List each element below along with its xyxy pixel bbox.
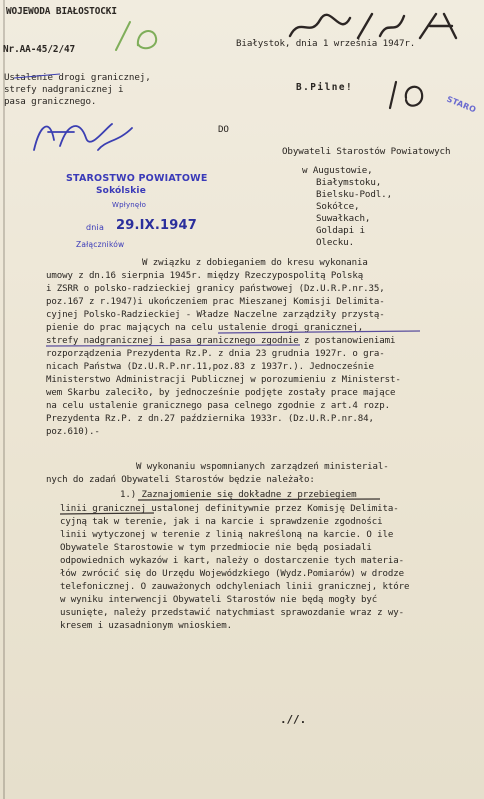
body-line: rozporządzenia Prezydenta Rz.P. z dnia 23 grudnia 1927r. o gra-: [46, 349, 385, 359]
body-line: pienie do prac mających na celu ustalenie drogi granicznej,: [46, 323, 364, 333]
body-line: i ZSRR o polsko-radzieckiej granicy państwowej (Dz.U.R.P.nr.35,: [46, 284, 385, 294]
body-line: w wyniku interwencji Obywateli Starostów nie będą mogły być: [60, 595, 378, 605]
to-label: DO: [218, 124, 229, 135]
body-line: 1.) Zaznajomienie się dokładne z przebiegiem: [120, 490, 357, 500]
place-bialystok: Białymstoku,: [316, 177, 382, 188]
subject-line-3: pasa granicznego.: [4, 96, 97, 107]
body-line: linii wytyczonej w terenie z linią nakreśloną na karcie. O ile: [60, 530, 394, 540]
stamp-received: Wpłynęło: [112, 201, 147, 209]
place-augustow: w Augustowie,: [302, 165, 373, 176]
body-line: poz.610).-: [46, 427, 100, 437]
body-line: Prezydenta Rz.P. z dn.27 października 1933r. (Dz.U.R.P.nr.84,: [46, 414, 374, 424]
body-line: linii granicznej ustalonej definitywnie przez Komisję Delimita-: [60, 504, 399, 514]
body-line: kresem i uzasadnionym wnioskiem.: [60, 621, 232, 631]
subject-line-2: strefy nadgranicznej i: [4, 84, 124, 95]
body-line: strefy nadgranicznej i pasa granicznego zgodnie z postanowieniami: [46, 336, 396, 346]
body-line: odpowiednich wykazów i kart, należy o dostarczenie tych materia-: [60, 556, 404, 566]
body-line: W związku z dobieganiem do kresu wykonania: [142, 258, 368, 268]
reference-number: Nr.AA-45/2/47: [3, 44, 76, 55]
place-olecko: Olecku.: [316, 237, 355, 248]
addressee-heading: Obywateli Starostów Powiatowych: [282, 146, 451, 157]
body-line: nych do zadań Obywateli Starostów będzie należało:: [46, 475, 315, 485]
body-line: telefonicznej. O zauważonych odchyleniach linii granicznej, które: [60, 582, 410, 592]
stamp-district: Sokólskie: [96, 186, 147, 196]
body-line: łów zwrócić się do Urzędu Wojewódzkiego (Wydz.Pomiarów) w drodze: [60, 569, 404, 579]
body-line: Ministerstwo Administracji Publicznej w porozumieniu z Ministerst-: [46, 375, 401, 385]
body-line: Obywatele Starostowie w tym przedmiocie nie będą posiadali: [60, 543, 372, 553]
stamp-title: STAROSTWO POWIATOWE: [66, 173, 208, 184]
stamp-attachments: Załączników: [76, 240, 125, 249]
side-stamp-fragment: STARO: [445, 94, 478, 115]
body-line: poz.167 z r.1947)i ukończeniem prac Mieszanej Komisji Delimita-: [46, 297, 385, 307]
office-heading: WOJEWODA BIAŁOSTOCKI: [6, 6, 117, 17]
body-line: na celu ustalenie granicznego pasa celnego zgodnie z art.4 rozp.: [46, 401, 390, 411]
stamp-date: 29.IX.1947: [116, 218, 198, 233]
body-line: W wykonaniu wspomnianych zarządzeń ministerial-: [136, 462, 389, 472]
body-line: nicach Państwa (Dz.U.R.P.nr.11,poz.83 z 1937r.). Jednocześnie: [46, 362, 374, 372]
body-line: usunięte, należy przedstawić natychmiast sprawozdanie wraz z wy-: [60, 608, 404, 618]
place-date: Białystok, dnia 1 września 1947r.: [236, 38, 416, 49]
body-line: umowy z dn.16 sierpnia 1945r. między Rzeczypospolitą Polską: [46, 271, 364, 281]
body-line: cyjną tak w terenie, jak i na karcie i sprawdzenie zgodności: [60, 517, 383, 527]
stamp-date-label: dnia: [86, 223, 105, 232]
place-suwalki: Suwałkach,: [316, 213, 371, 224]
place-bielsk: Bielsku-Podl.,: [316, 189, 393, 200]
subject-line-1: Ustalenie drogi granicznej,: [4, 72, 151, 83]
urgent-marker: B.Pilne!: [296, 82, 354, 93]
body-line: wem Skarbu zaleciło, by jednocześnie podjęte zostały prace mające: [46, 388, 396, 398]
body-line: cyjnej Polsko-Radzieckiej - Władze Naczelne zarządziły przystą-: [46, 310, 385, 320]
place-sokolka: Sokółce,: [316, 201, 360, 212]
place-goldap: Goldapi i: [316, 225, 365, 236]
continuation-mark: .//.: [280, 713, 307, 726]
